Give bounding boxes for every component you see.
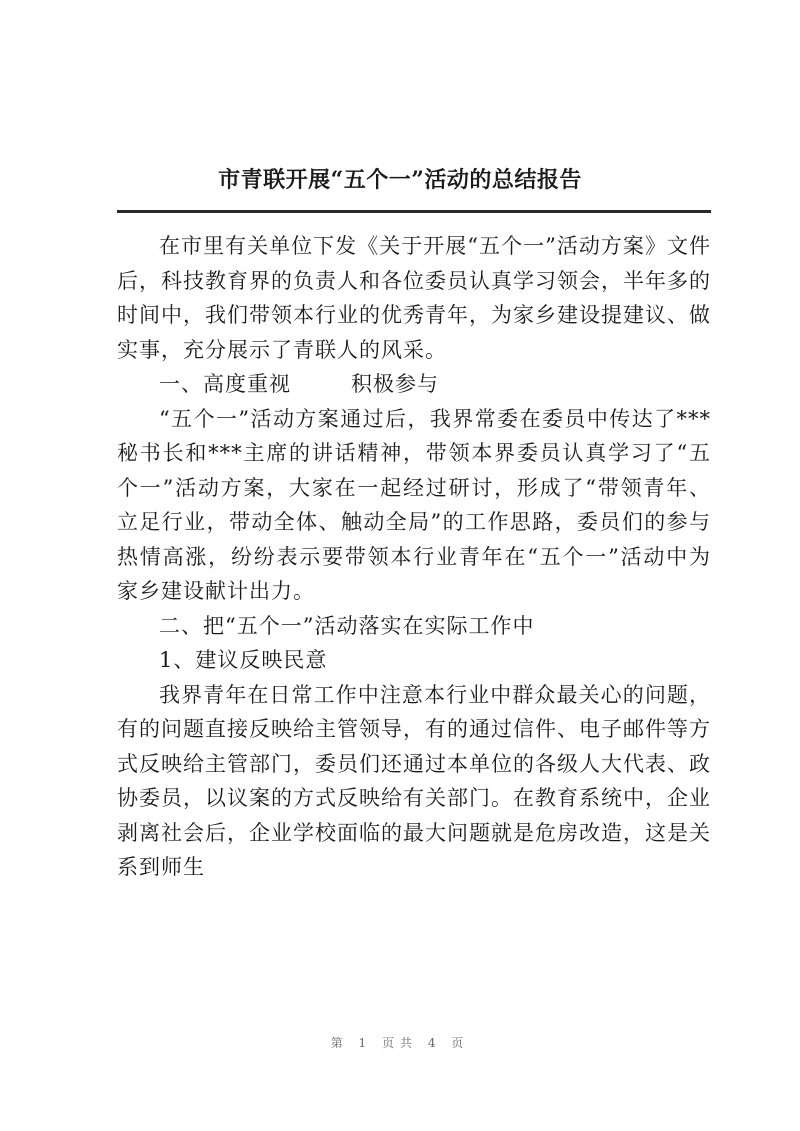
title-divider bbox=[117, 210, 711, 213]
section-1-paragraph: “五个一”活动方案通过后，我界常委在委员中传达了***秘书长和***主席的讲话精神，带领本界委员认真学习了“五个一”活动方案，大家在一起经过研讨，形成了“带领青年、立足行业，带动全体、触动全局”的工作思路，委员们的参与热情高涨，纷纷表示要带领本行业青年在“五个一”活动中为家乡建设献计出力。 bbox=[117, 406, 711, 603]
section-2-heading: 二、把“五个一”活动落实在实际工作中 bbox=[159, 613, 535, 638]
section-1-heading-part-b: 积极参与 bbox=[351, 372, 439, 396]
document-title: 市青联开展“五个一”活动的总结报告 bbox=[218, 167, 582, 193]
section-1-heading bbox=[117, 367, 711, 402]
intro-paragraph: 在市里有关单位下发《关于开展“五个一”活动方案》文件后，科技教育界的负责人和各位委员认真学习领会，半年多的时间中，我们带领本行业的优秀青年，为家乡建设提建议、做实事，充分展示了青联人的风采。 bbox=[117, 234, 711, 362]
page-number-footer: 第 1 页共 4 页 bbox=[330, 1036, 470, 1050]
subsection-1-paragraph: 我界青年在日常工作中注意本行业中群众最关心的问题，有的问题直接反映给主管领导，有的通过信件、电子邮件等方式反映给主管部门，委员们还通过本单位的各级人大代表、政协委员，以议案的方式反映给有关部门。在教育系统中，企业剥离社会后，企业学校面临的最大问题就是危房改造，这是关系到师生 bbox=[117, 682, 711, 879]
subsection-1-heading: 1、建议反映民意 bbox=[159, 648, 328, 672]
section-1-heading-part-a: 一、高度重视 bbox=[159, 372, 291, 396]
document-body bbox=[117, 229, 711, 885]
